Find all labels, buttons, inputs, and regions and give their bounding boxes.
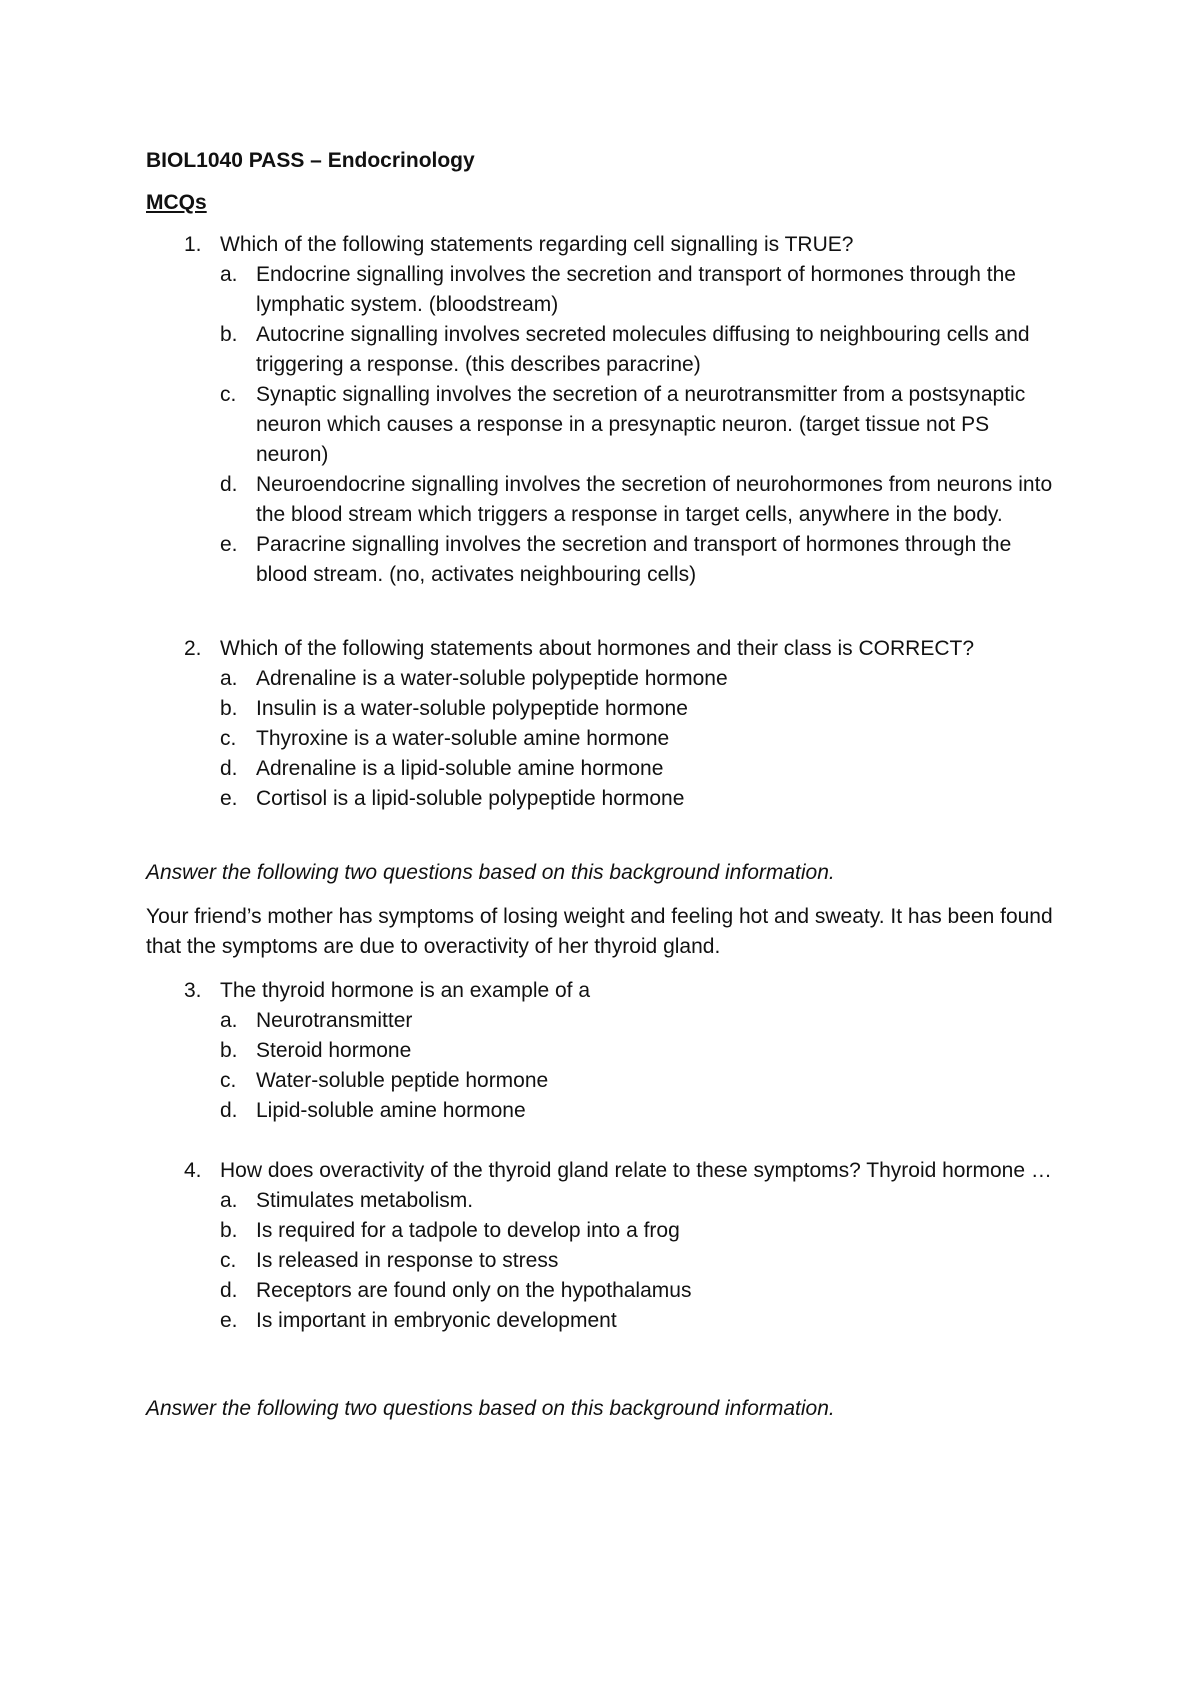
option-letter: d. — [220, 1099, 238, 1122]
option-text: Lipid-soluble amine hormone — [256, 1099, 526, 1122]
option-text: Synaptic signalling involves the secretion of a neurotransmitter from a postsynaptic neuron which causes a response in a presynaptic neuron. (target tissue not PS neuron) — [256, 383, 1026, 466]
question-number: 2. — [184, 637, 202, 660]
option-letter: a. — [220, 263, 238, 286]
option-item — [220, 260, 1066, 320]
question-text: The thyroid hormone is an example of a — [220, 979, 591, 1002]
option-letter: b. — [220, 1219, 238, 1242]
question-stem — [184, 1156, 1066, 1186]
spacer — [146, 814, 1066, 858]
option-letter: a. — [220, 667, 238, 690]
option-list — [146, 664, 1066, 814]
option-text: Is required for a tadpole to develop into a frog — [256, 1219, 680, 1242]
option-item — [220, 664, 1066, 694]
option-item — [220, 530, 1066, 590]
option-item — [220, 724, 1066, 754]
option-item — [220, 380, 1066, 470]
option-text: Receptors are found only on the hypothalamus — [256, 1279, 692, 1302]
option-letter: c. — [220, 383, 237, 406]
spacer — [146, 590, 1066, 634]
spacer — [146, 888, 1066, 902]
question-2 — [146, 634, 1066, 814]
question-number: 4. — [184, 1159, 202, 1182]
instruction-text: Answer the following two questions based on this background information. — [146, 861, 835, 884]
option-text: Stimulates metabolism. — [256, 1189, 474, 1212]
option-letter: d. — [220, 757, 238, 780]
instruction-text: Answer the following two questions based on this background information. — [146, 1397, 835, 1420]
question-number: 1. — [184, 233, 202, 256]
option-item — [220, 470, 1066, 530]
option-text: Endocrine signalling involves the secretion and transport of hormones through the lymphatic system. (bloodstream) — [256, 263, 1016, 316]
option-letter: c. — [220, 727, 237, 750]
option-letter: b. — [220, 697, 238, 720]
option-letter: a. — [220, 1189, 238, 1212]
option-text: Paracrine signalling involves the secretion and transport of hormones through the blood stream. (no, activates neighbouring cells) — [256, 533, 1012, 586]
question-text: Which of the following statements regarding cell signalling is TRUE? — [220, 233, 854, 256]
option-item — [220, 694, 1066, 724]
option-item — [220, 784, 1066, 814]
option-letter: b. — [220, 1039, 238, 1062]
option-item — [220, 754, 1066, 784]
option-item — [220, 1036, 1066, 1066]
option-text: Neurotransmitter — [256, 1009, 413, 1032]
document-body — [146, 146, 1066, 1424]
option-letter: c. — [220, 1249, 237, 1272]
option-letter: b. — [220, 323, 238, 346]
question-stem — [184, 230, 1066, 260]
question-number: 3. — [184, 979, 202, 1002]
option-text: Autocrine signalling involves secreted molecules diffusing to neighbouring cells and triggering a response. (this describes paracrine) — [256, 323, 1030, 376]
option-text: Water-soluble peptide hormone — [256, 1069, 549, 1092]
option-letter: a. — [220, 1009, 238, 1032]
question-text: How does overactivity of the thyroid gland relate to these symptoms? Thyroid hormone … — [220, 1159, 1052, 1182]
option-letter: c. — [220, 1069, 237, 1092]
question-1 — [146, 230, 1066, 590]
question-4 — [146, 1156, 1066, 1336]
section-heading-mcqs: MCQs — [146, 191, 207, 214]
spacer — [146, 962, 1066, 976]
option-text: Insulin is a water-soluble polypeptide hormone — [256, 697, 688, 720]
option-text: Is important in embryonic development — [256, 1309, 617, 1332]
option-text: Steroid hormone — [256, 1039, 412, 1062]
spacer — [146, 1336, 1066, 1380]
option-item — [220, 320, 1066, 380]
option-item — [220, 1006, 1066, 1036]
option-letter: e. — [220, 1309, 238, 1332]
option-list — [146, 1006, 1066, 1126]
document-title: BIOL1040 PASS – Endocrinology — [146, 149, 475, 172]
option-letter: d. — [220, 1279, 238, 1302]
option-item — [220, 1066, 1066, 1096]
option-item — [220, 1096, 1066, 1126]
option-text: Cortisol is a lipid-soluble polypeptide hormone — [256, 787, 685, 810]
option-item — [220, 1306, 1066, 1336]
option-text: Thyroxine is a water-soluble amine hormone — [256, 727, 670, 750]
question-3 — [146, 976, 1066, 1126]
spacer — [146, 1126, 1066, 1156]
option-letter: d. — [220, 473, 238, 496]
option-item — [220, 1216, 1066, 1246]
background-information: Your friend’s mother has symptoms of losing weight and feeling hot and sweaty. It has been found that the symptoms are due to overactivity of her thyroid gland. — [146, 905, 1053, 958]
option-letter: e. — [220, 787, 238, 810]
option-item — [220, 1276, 1066, 1306]
option-text: Is released in response to stress — [256, 1249, 559, 1272]
option-text: Adrenaline is a lipid-soluble amine hormone — [256, 757, 664, 780]
question-stem — [184, 634, 1066, 664]
spacer — [146, 1380, 1066, 1394]
option-list — [146, 260, 1066, 590]
option-text: Neuroendocrine signalling involves the secretion of neurohormones from neurons into the blood stream which triggers a response in target cells, anywhere in the body. — [256, 473, 1053, 526]
option-item — [220, 1186, 1066, 1216]
option-item — [220, 1246, 1066, 1276]
question-text: Which of the following statements about hormones and their class is CORRECT? — [220, 637, 975, 660]
option-text: Adrenaline is a water-soluble polypeptide hormone — [256, 667, 728, 690]
option-list — [146, 1186, 1066, 1336]
question-stem — [184, 976, 1066, 1006]
option-letter: e. — [220, 533, 238, 556]
